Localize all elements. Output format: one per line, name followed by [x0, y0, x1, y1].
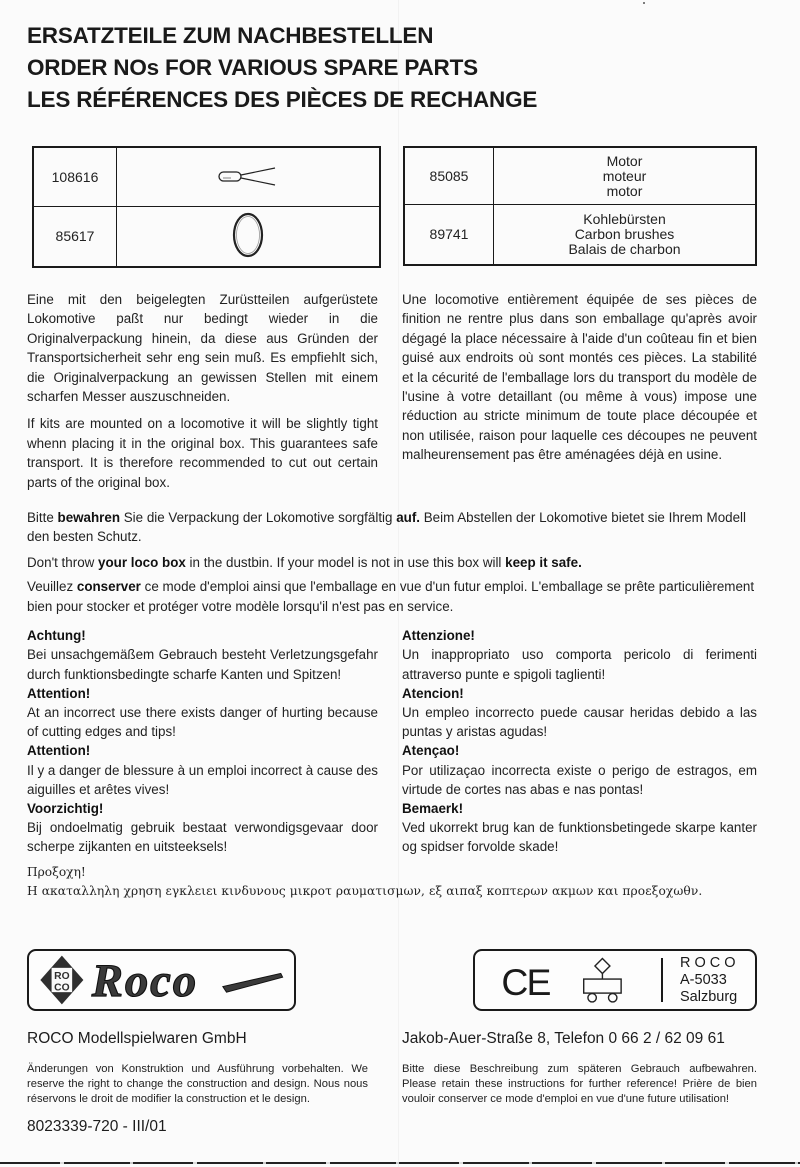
warning-heading: Voorzichtig! [27, 800, 104, 816]
diamond-text-bottom: CO [54, 981, 70, 993]
ring-icon [228, 210, 268, 260]
warning-body: Il y a danger de blessure à un emploi incorrect à cause des aiguilles et arêtes vives! [27, 762, 378, 797]
scan-speck [643, 2, 645, 4]
title-de: ERSATZTEILE ZUM NACHBESTELLEN [27, 23, 434, 48]
packaging-note-fr: Une locomotive entièrement équipée de ses pièces de finition ne rentre plus dans son emballage qu'après avoir dégagé la place nécessaire à l'aide d'un coûteau fin et bien guisé aux endroits où sont montés ces pièces. La stabilité et la cécurité de l'emballage lors du transport du modèle de l'usine à votre detaillant (ou même à vous) impose une réduction au stricte minimum de toute place découpée et non utilisée, raison pour laquelle ces découpes ne peuvent malheurensement pas être aménagées déjà en usine. [402, 292, 757, 463]
warning-heading: Atençao! [402, 743, 460, 759]
warning-body: At an incorrect use there exists danger of hurting because of cutting edges and tips! [27, 704, 378, 740]
warning-body: Bij ondoelmatig gebruik bestaat verwondigsgevaar door scherpe zijkanten en uitsteeksels! [27, 820, 378, 855]
warnings [27, 626, 757, 856]
document-code: 8023339-720 - III/01 [27, 1118, 167, 1136]
text-run: in the dustbin. If your model is not in use this box will [185, 554, 506, 570]
paper-crease [398, 0, 399, 1167]
warning-heading: Bemaerk! [402, 800, 464, 816]
roco-diamond-icon [40, 955, 83, 1004]
text-run: Beim Abstellen der Lokomotive bietet sie Ihrem Modell den besten Schutz. [27, 510, 746, 545]
table-row [404, 205, 756, 266]
warning-heading: Attention! [27, 743, 91, 759]
keep-box-note-fr [27, 577, 757, 616]
part-description [494, 205, 757, 266]
emphasis: bewahren [57, 510, 121, 526]
logos-row [27, 949, 757, 1011]
ce-city: Salzburg [680, 988, 738, 1005]
keep-box-note-de [27, 508, 757, 547]
warnings-right [402, 626, 757, 856]
warning-body: Un empleo incorrecto puede causar heridas debido a las puntas y aristas agudas! [402, 704, 757, 740]
ce-mark-icon: CE [501, 960, 550, 1003]
text-run: Don't throw [27, 554, 99, 570]
packaging-notes [27, 290, 757, 500]
part-desc-de: Kohlebürsten [583, 211, 666, 227]
company-name: ROCO Modellspielwaren GmbH [27, 1029, 247, 1047]
warning-heading: Attenzione! [402, 628, 475, 644]
spare-parts-table-left [32, 146, 381, 268]
ce-graphics [475, 951, 655, 1009]
packaging-note-right [402, 290, 757, 473]
company-address: Jakob-Auer-Straße 8, Telefon 0 66 2 / 62 09 61 [402, 1029, 725, 1047]
page-titles [27, 20, 757, 116]
text-run: Bitte [27, 510, 58, 526]
emphasis: keep it safe. [505, 554, 582, 570]
packaging-note-de: Eine mit den beigelegten Zurüstteilen aufgerüstete Lokomotive paßt nur bedingt wieder in die Originalverpackung hinein, da diese aus Gründen der Transportsicherheit sehr eng sein muß. Es empfiehlt sich, die Originalverpackung an gewissen Stellen mit einem scharfen Messer auszuschneiden. [27, 292, 378, 405]
design-change-notice: Änderungen von Konstruktion und Ausführung vorbehalten. We reserve the right to change the construction and design. Nous nous réservons le droit de modifier la construction et le design. [27, 1062, 368, 1105]
diamond-text-top: RO [54, 970, 70, 982]
spare-parts-table-right [403, 146, 757, 266]
part-desc-de: Motor [606, 152, 643, 169]
emphasis: auf. [396, 510, 420, 526]
text-run: ce mode d'emploi ainsi que l'emballage en vue d'un futur emploi. L'emballage se prête particulièrement bien pour stocker et protéger votre modèle lorsqu'il n'est pas en service. [27, 579, 755, 614]
table-row [404, 147, 756, 205]
warning-body: Por utilizaçao incorrecta existe o perigo de estragos, em virtude de cortes nas abas e nas pontas! [402, 762, 757, 797]
warning-heading: Attention! [27, 685, 91, 701]
age-warning-toy-icon [584, 958, 621, 1002]
part-number: 108616 [33, 147, 117, 207]
warning-body: Ved ukorrekt brug kan de funktionsbetingede skarpe kanter og spidser forvolde skade! [402, 820, 757, 855]
packaging-note-en: If kits are mounted on a locomotive it will be slightly tight whenn placing it in the original box. This guarantees safe transport. It is therefore recommended to cut out certain parts of the original box. [27, 416, 378, 490]
part-desc-en: Carbon brushes [574, 226, 675, 242]
warning-body: Un inappropriato uso comporta pericolo di ferimenti attraverso punte e spigoli taglienti! [402, 647, 757, 682]
part-image-cell [117, 207, 381, 268]
title-fr: LES RÉFÉRENCES DES PIÈCES DE RECHANGE [27, 87, 538, 112]
part-number: 85085 [404, 147, 494, 205]
warning-body: Bei unsachgemäßem Gebrauch besteht Verletzungsgefahr durch funktionsbedingte scharfe Kanten und Spitzen! [27, 647, 378, 682]
roco-wordmark: Roco [91, 954, 199, 1007]
warnings-left [27, 626, 378, 856]
retain-instructions-notice: Bitte diese Beschreibung zum späteren Gebrauch aufbewahren. Please retain these instructions for further reference! Prière de bien vouloir conserver ce mode d'emploi en vue d'une future utilisation! [402, 1062, 757, 1105]
part-desc-other: motor [606, 182, 643, 199]
bottom-edge-rule [0, 1162, 800, 1164]
ce-address [680, 955, 740, 1006]
emphasis: your loco box [98, 554, 186, 570]
part-image-cell [117, 147, 381, 207]
text-run: Veuillez [27, 579, 77, 595]
ce-divider [661, 958, 663, 1002]
ce-certification-box [473, 949, 757, 1011]
company-row [27, 1011, 757, 1048]
part-number: 89741 [404, 205, 494, 266]
title-en: ORDER NOs FOR VARIOUS SPARE PARTS [27, 55, 478, 80]
emphasis: conserver [76, 579, 141, 595]
warning-heading: Atencion! [402, 685, 464, 701]
part-desc-fr: moteur [602, 167, 647, 184]
notices-row [27, 1048, 757, 1108]
bulb-icon [213, 163, 283, 189]
spare-parts-tables [27, 146, 757, 268]
warning-heading: Achtung! [27, 628, 86, 644]
part-number: 85617 [33, 207, 117, 268]
part-desc-fr: Balais de charbon [568, 241, 681, 257]
roco-logo-graphic [29, 951, 294, 1009]
text-run: Sie die Verpackung der Lokomotive sorgfältig [120, 510, 397, 526]
warning-heading-greek: Προξοχη! [27, 864, 86, 879]
keep-box-note-en [27, 553, 757, 572]
table-row [33, 147, 380, 207]
table-row [33, 207, 380, 268]
packaging-note-left [27, 290, 378, 500]
part-description [494, 147, 757, 205]
ce-postcode: A-5033 [680, 971, 727, 988]
wordmark-swash [223, 973, 283, 992]
ce-brand: ROCO [680, 954, 740, 971]
warning-body-greek: Η ακαταλληλη χρηση εγκλειει κινδυνους μικροτ ραυματισμων, εξ αιπαξ κοπτερων ακμων και προεξοχωθν. [27, 883, 703, 898]
roco-logo [27, 949, 296, 1011]
